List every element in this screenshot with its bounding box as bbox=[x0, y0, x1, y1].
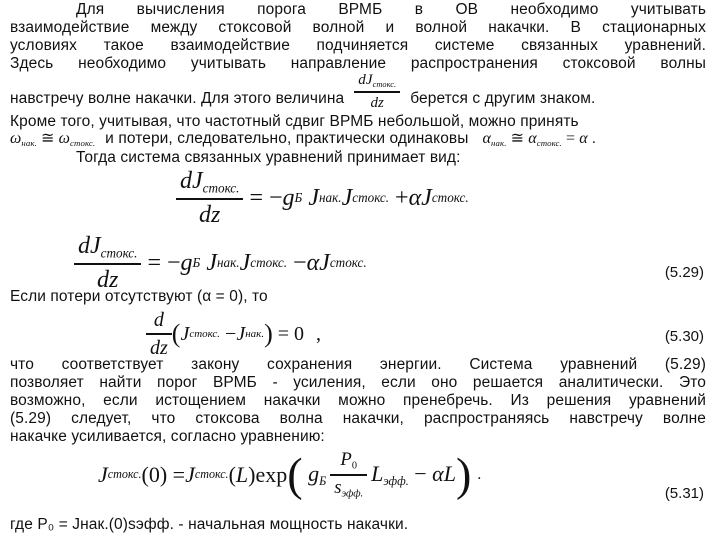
equation-number-5-31: (5.31) bbox=[664, 485, 704, 502]
paragraph3-line1: что соответствует закону сохранения энергии. Система уравнений (5.29) bbox=[10, 357, 706, 373]
equation-number-5-29: (5.29) bbox=[664, 264, 704, 281]
stokes-subscript: стокс. bbox=[372, 80, 397, 90]
equation-number-5-30: (5.30) bbox=[664, 328, 704, 345]
paragraph3-line4: (5.29) следует, что стоксова волна накачки, распространяясь навстречу волне bbox=[10, 411, 706, 427]
omega-relation: $\omega_{нак.}$ ≅ $\omega_{стокс.}$ bbox=[10, 131, 96, 149]
paragraph1-line5 bbox=[10, 70, 706, 114]
paragraph2-line2 bbox=[10, 131, 706, 151]
equation-stokes-system-2: $\frac{dJ_{стокс.}}{dz}$ = − g Б J нак. J стокс. − αJ стокс. bbox=[74, 233, 367, 294]
paragraph1-line3: условиях такое взаимодействие подчиняется системе связанных уравнений. bbox=[10, 38, 706, 54]
alpha-relation: $\alpha_{нак.}$ ≅ $\alpha_{стокс.} = \alpha$ bbox=[482, 131, 588, 149]
footnote: где P₀ = Jнак.(0)sэфф. - начальная мощность накачки. bbox=[10, 517, 409, 533]
paragraph1-line5-end: берется с другим знаком. bbox=[410, 90, 596, 107]
paragraph3-line2: позволяет найти порог ВРМБ - усиления, если оно решается аналитически. Это bbox=[10, 375, 706, 391]
paragraph1-line4: Здесь необходимо учитывать направление распространения стоксовой волны bbox=[10, 56, 706, 72]
paragraph2-line2-end: . bbox=[591, 131, 597, 147]
equation-stokes-system-1: $\frac{dJ_{стокс.}}{dz}$ = − g Б J нак. J стокс. + αJ стокс. bbox=[176, 168, 469, 229]
paragraph2-line2-mid: и потери, следовательно, практически одинаковы bbox=[105, 131, 469, 147]
paragraph2-line1: Кроме того, учитывая, что частотный сдвиг ВРМБ небольшой, можно принять bbox=[10, 114, 579, 130]
dJ-dz-fraction: $\frac{dJ_{стокс.}}{dz}$ bbox=[354, 72, 400, 111]
system-intro: Тогда система связанных уравнений принимает вид: bbox=[76, 150, 461, 166]
paragraph1-line5-start: навстречу волне накачки. Для этого величина bbox=[10, 90, 345, 107]
paragraph3-line5: накачке усиливается, согласно уравнению: bbox=[10, 429, 325, 445]
paragraph1-line1: Для вычисления порога ВРМБ в ОВ необходимо учитывать bbox=[76, 2, 706, 18]
equation-energy-conservation: $\frac{d}{dz}$ ( J стокс. − J нак. ) = 0 , bbox=[146, 309, 321, 359]
no-loss-text: Если потери отсутствуют (α = 0), то bbox=[10, 289, 268, 305]
equation-stokes-gain: J стокс. (0) = J стокс. ( L )exp ( $g_Б$ $\frac{P_0}{s_{эфф.}}$ $L_{эфф.} - \alpha L$ ) . bbox=[98, 449, 482, 501]
paragraph3-line3: возможно, если истощением накачки можно пренебречь. Из решения уравнений bbox=[10, 393, 706, 409]
paragraph1-line2: взаимодействие между стоксовой волной и волной накачки. В стационарных bbox=[10, 20, 706, 36]
